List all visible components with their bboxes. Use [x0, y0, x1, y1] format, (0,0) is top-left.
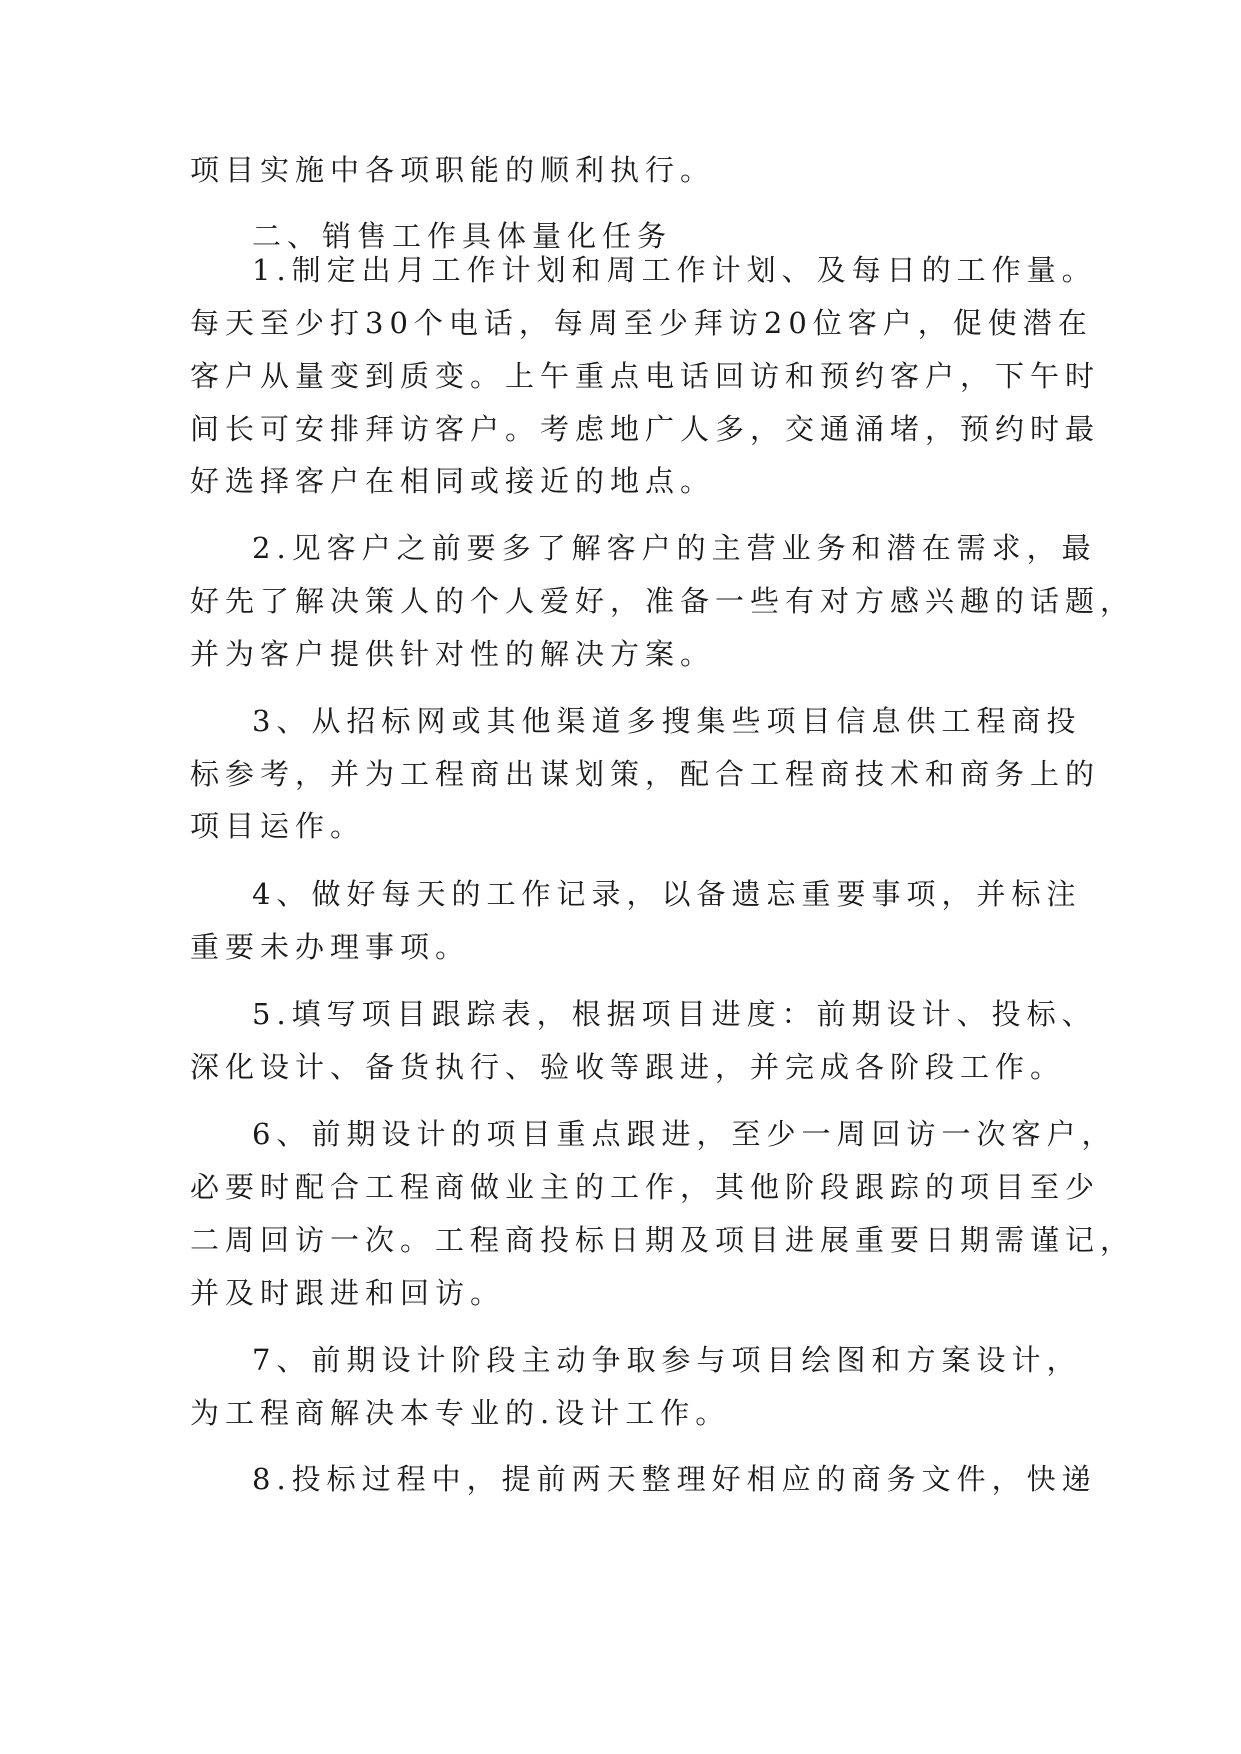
section-heading: 二、销售工作具体量化任务 [252, 219, 673, 253]
text-line: 深化设计、备货执行、验收等跟进，并完成各阶段工作。 [190, 1050, 1066, 1084]
text-line: 为工程商解决本专业的.设计工作。 [190, 1396, 731, 1430]
text-line: 客户从量变到质变。上午重点电话回访和预约客户，下午时 [190, 359, 1101, 393]
text-line: 二周回访一次。工程商投标日期及项目进展重要日期需谨记， [190, 1223, 1136, 1257]
text-line: 1.制定出月工作计划和周工作计划、及每日的工作量。 [252, 253, 1097, 287]
text-line: 好先了解决策人的个人爱好，准备一些有对方感兴趣的话题， [190, 584, 1136, 618]
text-line: 标参考，并为工程商出谋划策，配合工程商技术和商务上的 [190, 757, 1101, 791]
text-line: 并为客户提供针对性的解决方案。 [190, 637, 716, 671]
text-line: 5.填写项目跟踪表，根据项目进度：前期设计、投标、 [252, 997, 1097, 1031]
text-line: 每天至少打30个电话，每周至少拜访20位客户，促使潜在 [190, 306, 1093, 340]
text-line: 8.投标过程中，提前两天整理好相应的商务文件，快递 [252, 1462, 1097, 1496]
text-line: 4、做好每天的工作记录，以备遗忘重要事项，并标注 [252, 877, 1082, 911]
text-line: 必要时配合工程商做业主的工作，其他阶段跟踪的项目至少 [190, 1170, 1101, 1204]
text-line: 重要未办理事项。 [190, 930, 471, 964]
text-line: 3、从招标网或其他渠道多搜集些项目信息供工程商投 [252, 704, 1082, 738]
text-line: 间长可安排拜访客户。考虑地广人多，交通涌堵，预约时最 [190, 412, 1101, 446]
text-line: 项目实施中各项职能的顺利执行。 [190, 153, 716, 187]
text-line: 6、前期设计的项目重点跟进，至少一周回访一次客户， [252, 1117, 1117, 1151]
text-line: 好选择客户在相同或接近的地点。 [190, 464, 716, 498]
text-line: 7、前期设计阶段主动争取参与项目绘图和方案设计， [252, 1343, 1082, 1377]
text-line: 2.见客户之前要多了解客户的主营业务和潜在需求，最 [252, 531, 1097, 565]
text-line: 并及时跟进和回访。 [190, 1276, 506, 1310]
text-line: 项目运作。 [190, 809, 366, 843]
